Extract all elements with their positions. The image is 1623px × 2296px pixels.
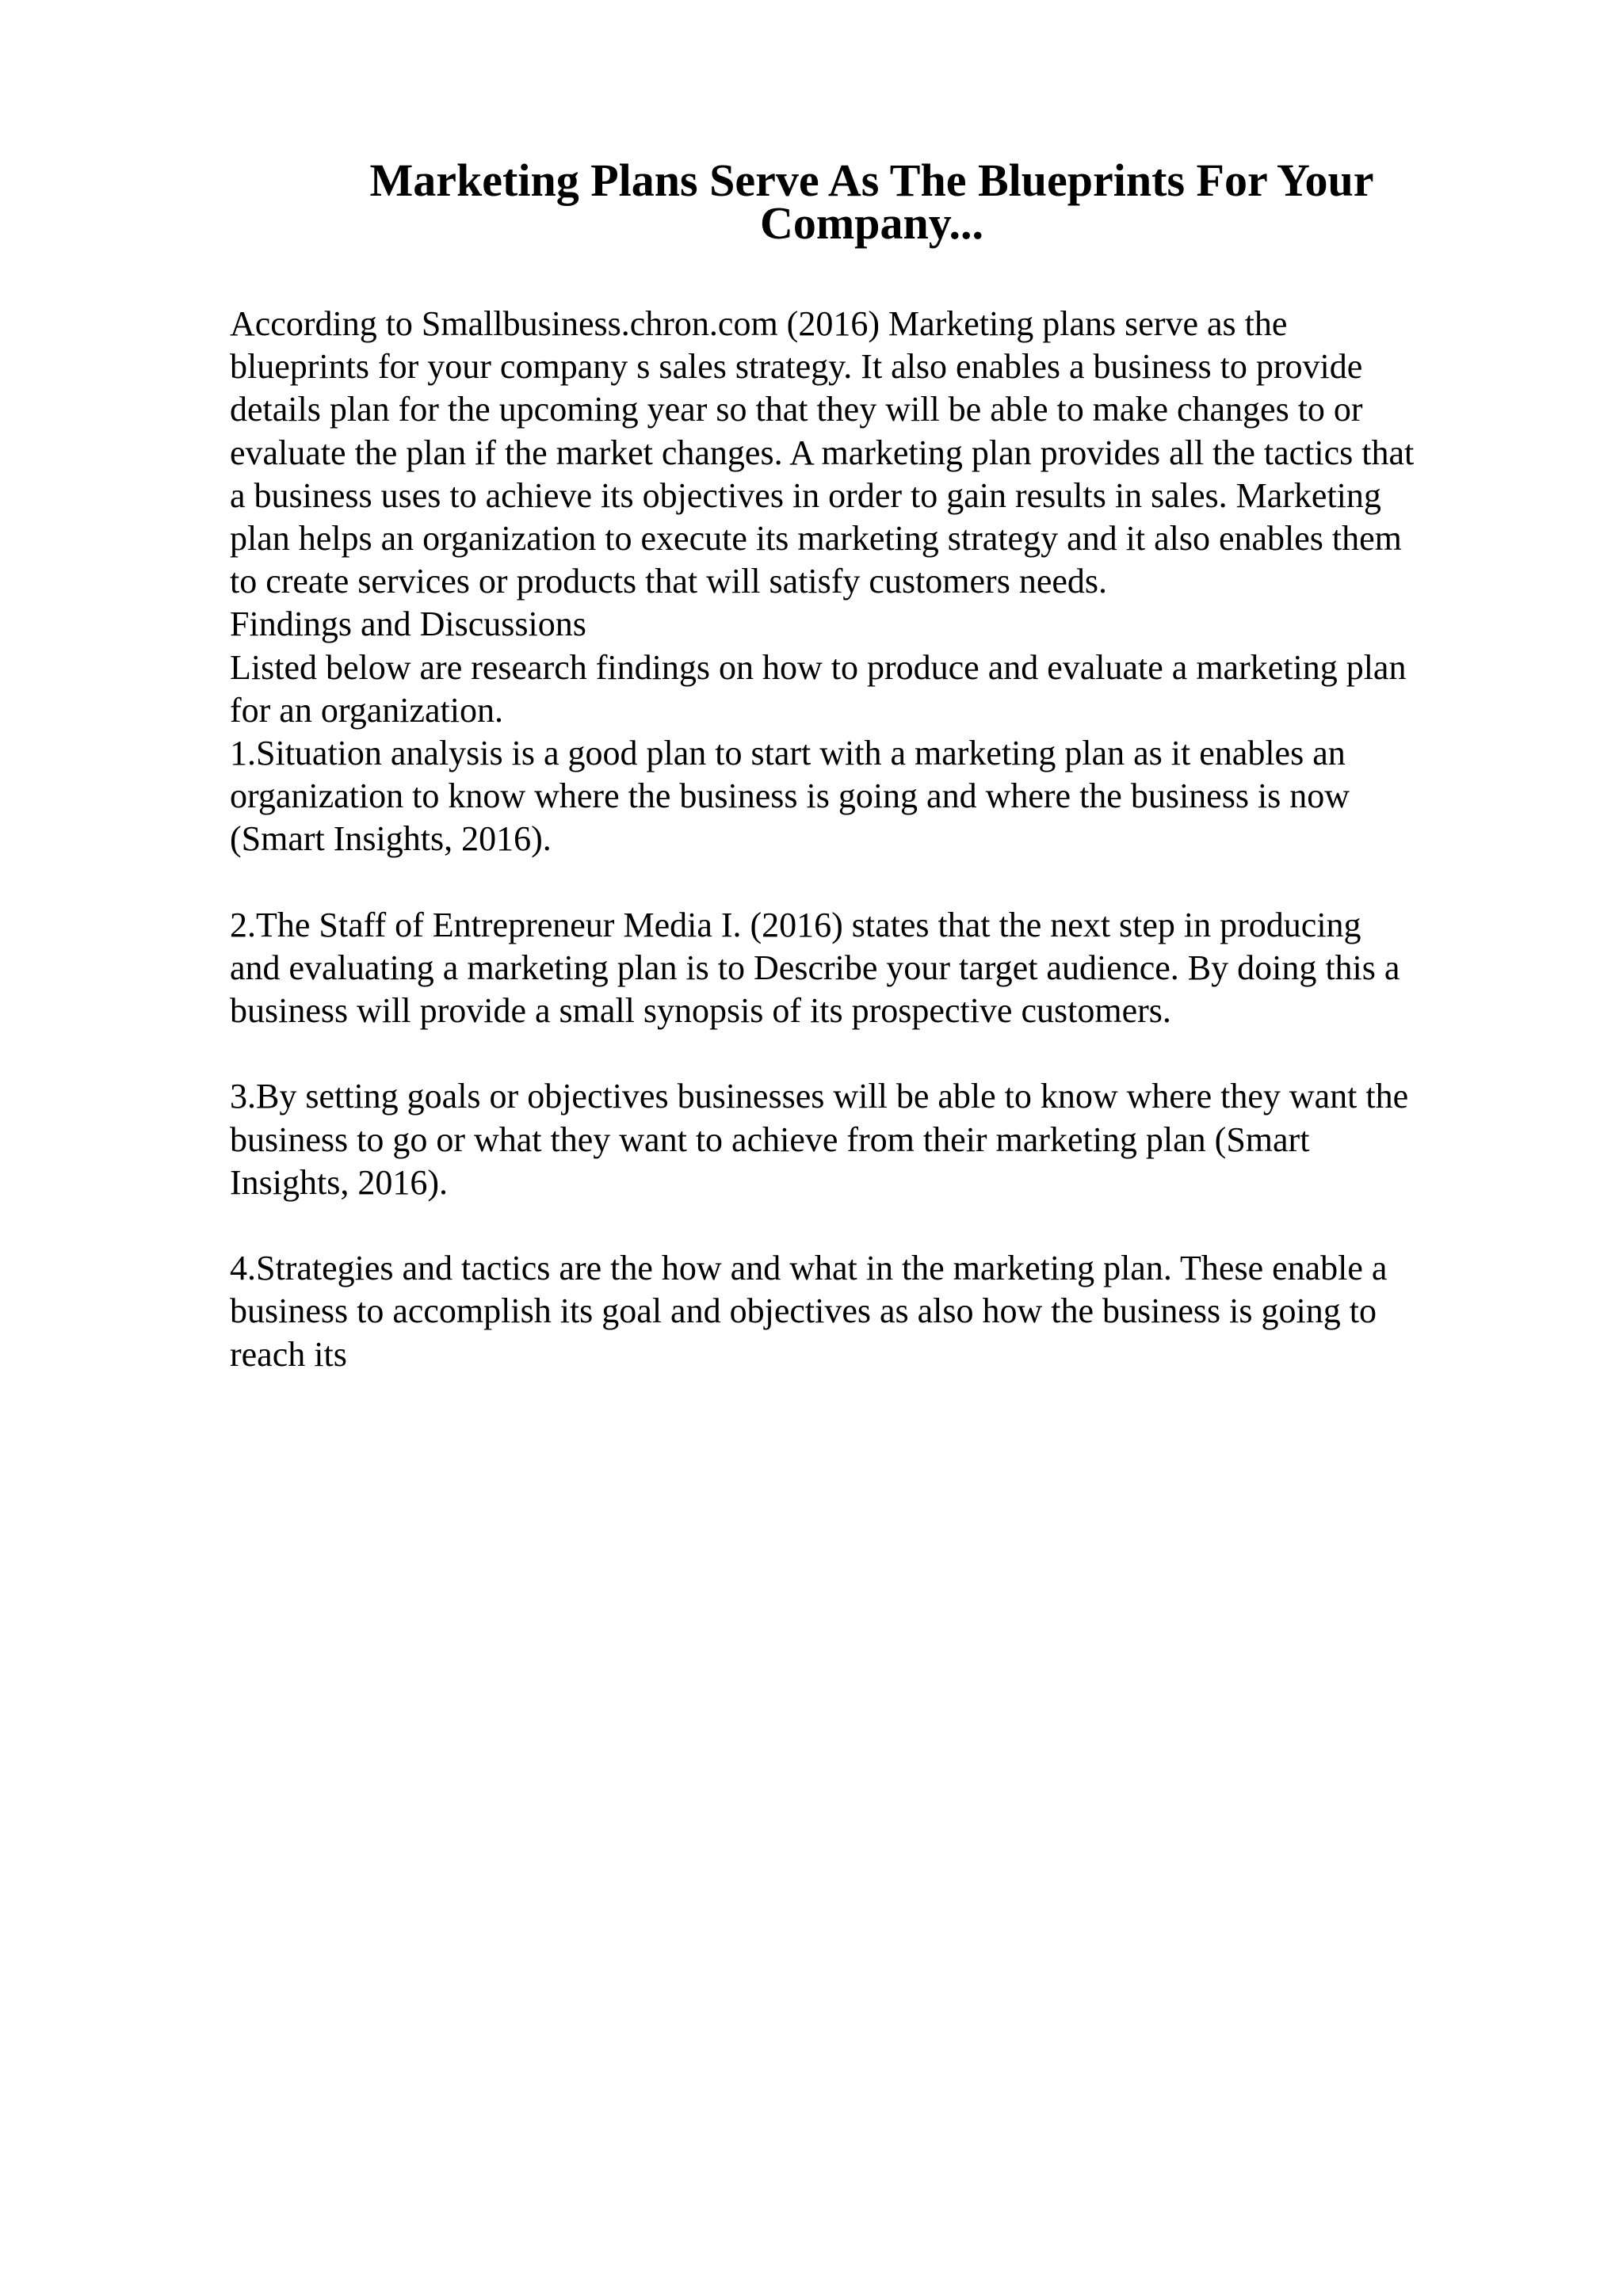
paragraph-line: business will provide a small synopsis of its prospective customers. — [230, 991, 1171, 1030]
paragraph-line: Listed below are research findings on how to produce and evaluate a marketing plan — [230, 647, 1407, 687]
page-title — [238, 149, 1506, 250]
paragraph-line: a business uses to achieve its objectives in order to gain results in sales. Marketing — [230, 475, 1381, 515]
title-line: Company... — [759, 197, 983, 250]
paragraph-line: (Smart Insights, 2016). — [230, 819, 552, 859]
section-heading: Findings and Discussions — [230, 605, 586, 644]
paragraph-line: 3.By setting goals or objectives businesses will be able to know where they want the — [230, 1077, 1409, 1116]
paragraph-line: business to go or what they want to achieve from their marketing plan (Smart — [230, 1119, 1310, 1159]
paragraph-line: reach its — [230, 1334, 347, 1374]
paragraph-line: business to accomplish its goal and objectives as also how the business is going to — [230, 1291, 1377, 1331]
paragraph-line: 2.The Staff of Entrepreneur Media I. (2016) states that the next step in producing — [230, 905, 1361, 944]
title-line: Marketing Plans Serve As The Blueprints For Your — [369, 154, 1374, 206]
paragraph-line: organization to know where the business is going and where the business is now — [230, 776, 1350, 816]
listing-intro — [230, 646, 1514, 732]
intro-paragraph — [230, 303, 1514, 603]
paragraph-gap — [230, 860, 1514, 903]
finding-item — [230, 1075, 1514, 1204]
finding-item — [230, 732, 1514, 861]
paragraph-line: 4.Strategies and tactics are the how and what in the marketing plan. These enable a — [230, 1249, 1388, 1288]
document-body — [230, 303, 1514, 1376]
paragraph-line: According to Smallbusiness.chron.com (2016) Marketing plans serve as the — [230, 304, 1288, 343]
paragraph-line: 1.Situation analysis is a good plan to start with a marketing plan as it enables an — [230, 733, 1346, 772]
paragraph-line: evaluate the plan if the market changes. A marketing plan provides all the tactics that — [230, 433, 1415, 472]
paragraph-line: plan helps an organization to execute its marketing strategy and it also enables them — [230, 518, 1402, 558]
paragraph-line: details plan for the upcoming year so that they will be able to make changes to or — [230, 390, 1363, 429]
finding-item — [230, 1247, 1514, 1376]
paragraph-line: and evaluating a marketing plan is to Describe your target audience. By doing this a — [230, 948, 1400, 987]
paragraph-line: to create services or products that will satisfy customers needs. — [230, 562, 1108, 601]
finding-item — [230, 904, 1514, 1033]
paragraph-gap — [230, 1204, 1514, 1247]
paragraph-line: Insights, 2016). — [230, 1162, 448, 1202]
paragraph-line: for an organization. — [230, 690, 503, 730]
paragraph-line: blueprints for your company s sales strategy. It also enables a business to provide — [230, 347, 1363, 387]
paragraph-gap — [230, 1032, 1514, 1075]
